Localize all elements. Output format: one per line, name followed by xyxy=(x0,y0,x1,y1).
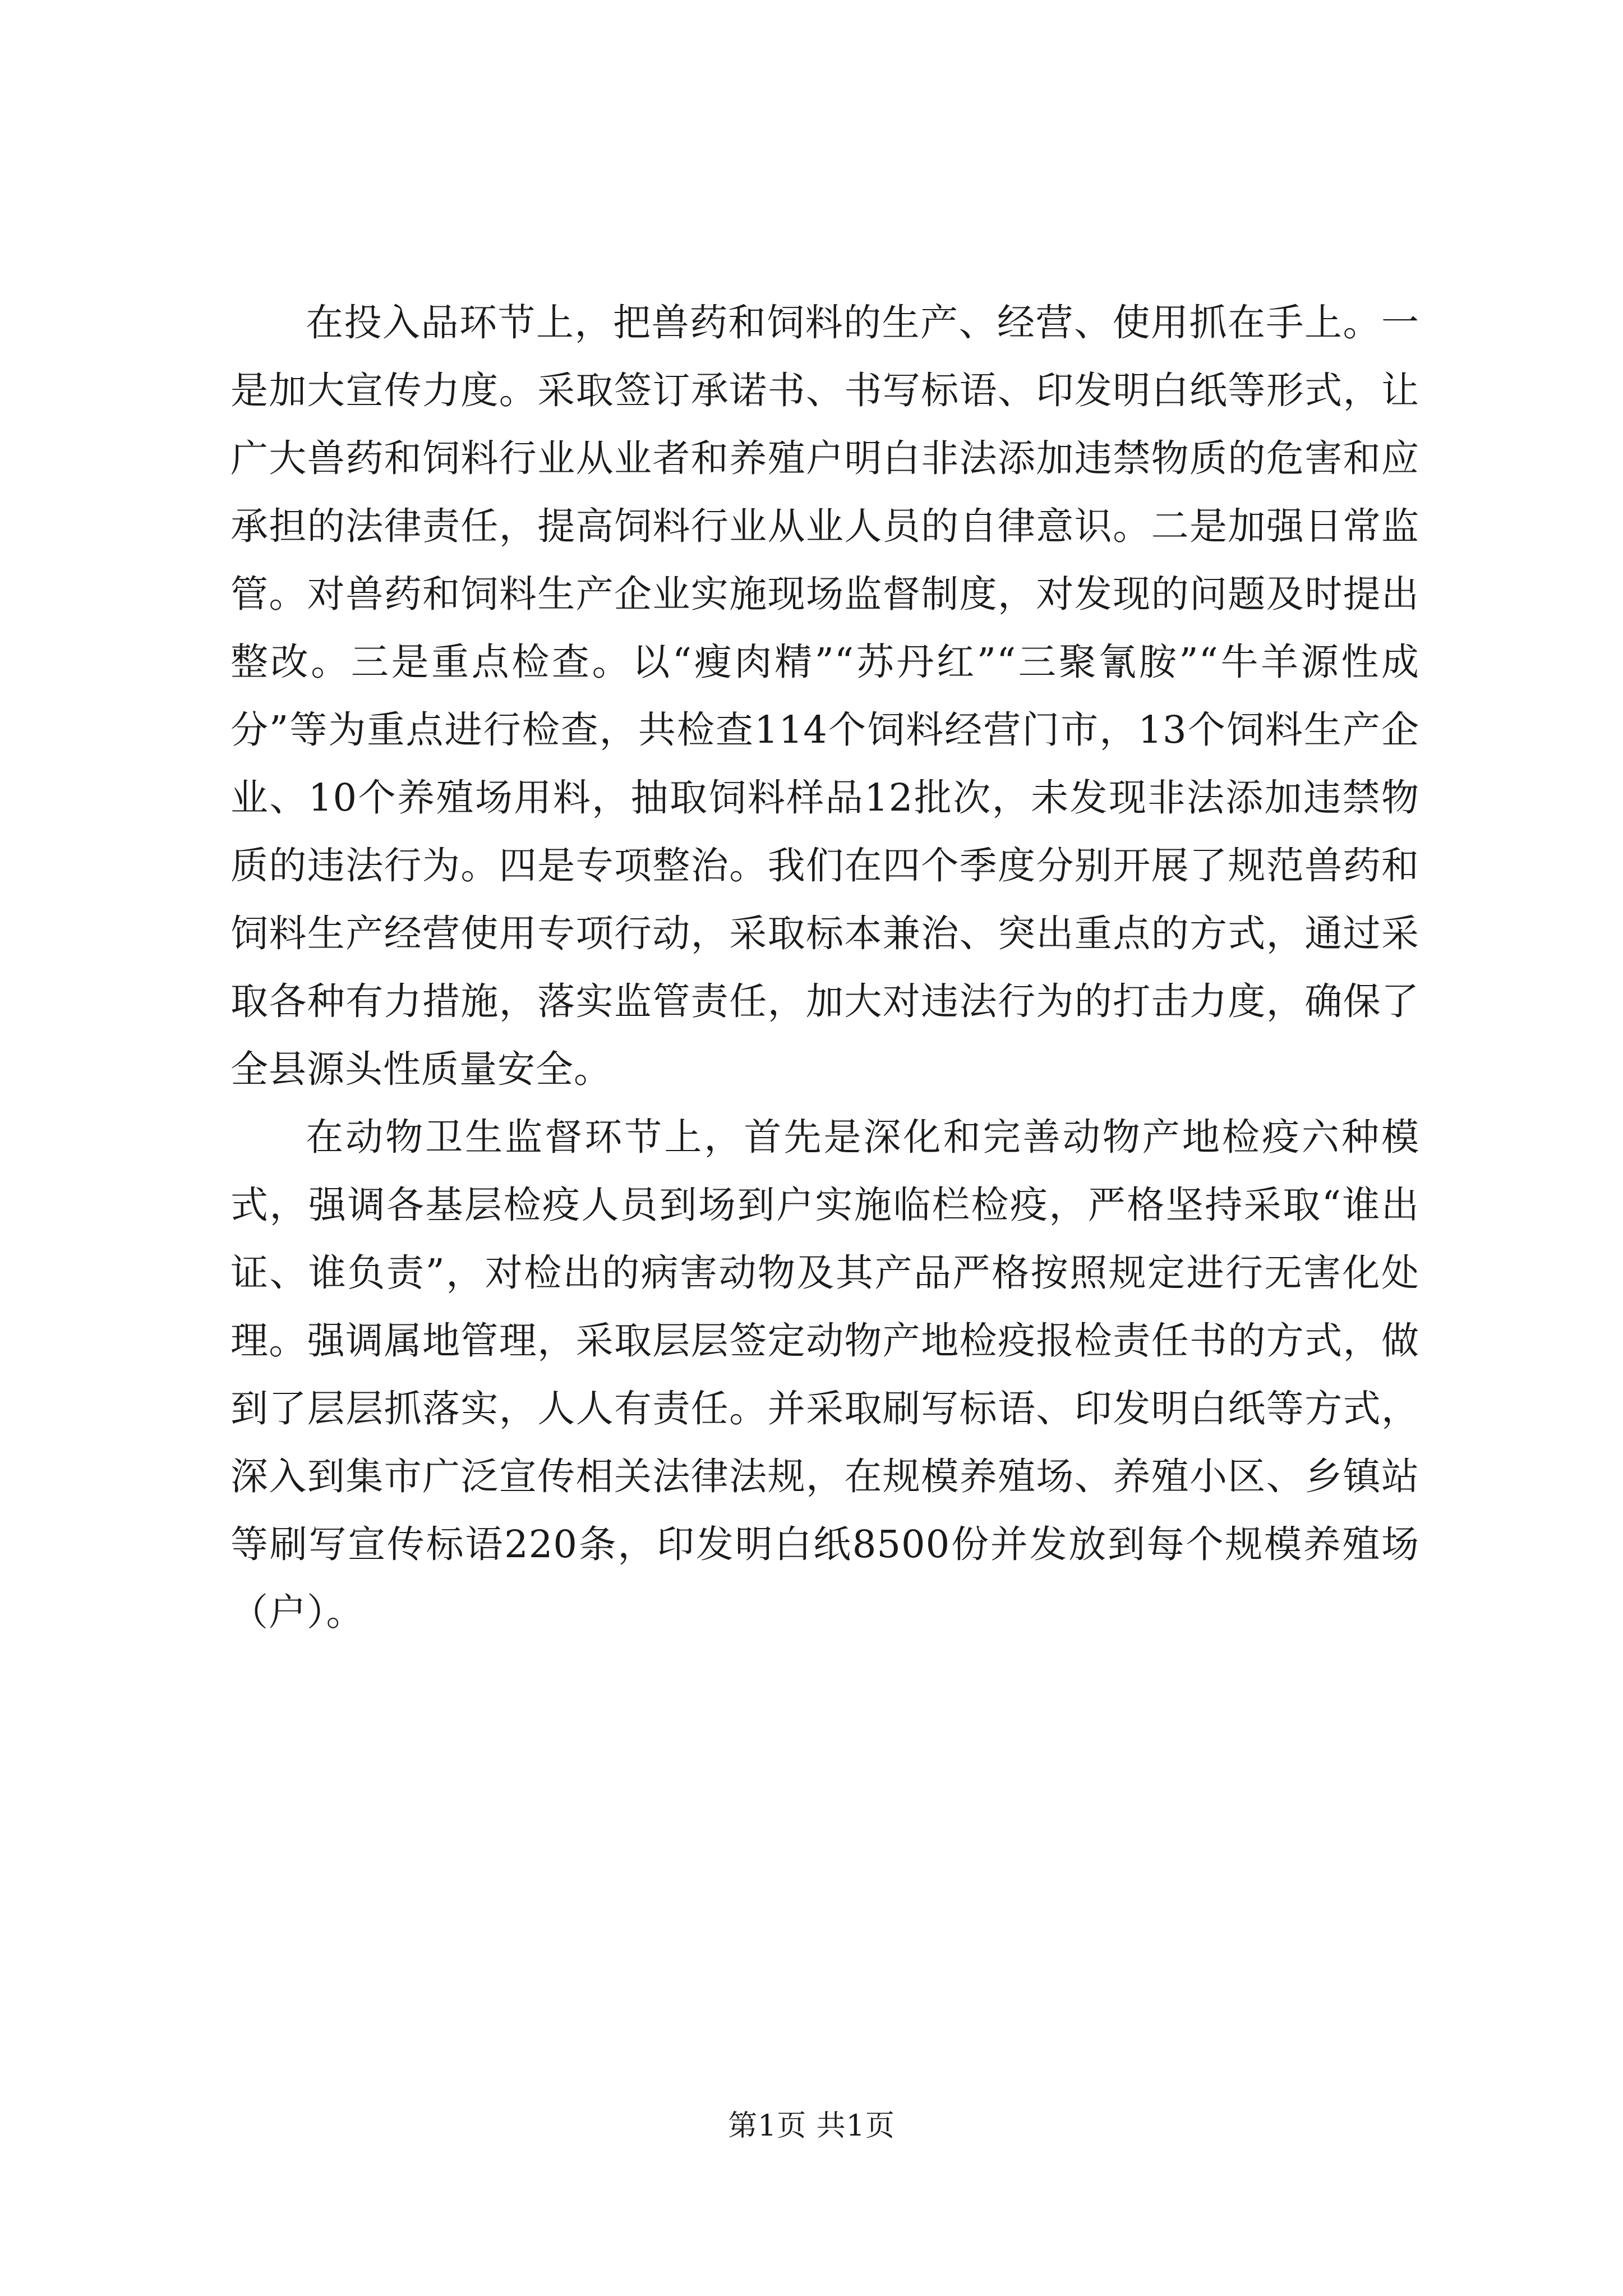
document-body xyxy=(230,289,1419,1646)
paragraph-animal-health-supervision: 在动物卫生监督环节上，首先是深化和完善动物产地检疫六种模式，强调各基层检疫人员到场到户实施临栏检疫，严格坚持采取“谁出证、谁负责”，对检出的病害动物及其产品严格按照规定进行无害化处理。强调属地管理，采取层层签定动物产地检疫报检责任书的方式，做到了层层抓落实，人人有责任。并采取刷写标语、印发明白纸等方式，深入到集市广泛宣传相关法律法规，在规模养殖场、养殖小区、乡镇站等刷写宣传标语220条，印发明白纸8500份并发放到每个规模养殖场（户）。 xyxy=(230,1115,1419,1634)
page-number-footer: 第1页 共1页 xyxy=(728,2109,895,2143)
paragraph-input-supervision: 在投入品环节上，把兽药和饲料的生产、经营、使用抓在手上。一是加大宣传力度。采取签订承诺书、书写标语、印发明白纸等形式，让广大兽药和饲料行业从业者和养殖户明白非法添加违禁物质的危害和应承担的法律责任，提高饲料行业从业人员的自律意识。二是加强日常监管。对兽药和饲料生产企业实施现场监督制度，对发现的问题及时提出整改。三是重点检查。以“瘦肉精”“苏丹红”“三聚氰胺”“牛羊源性成分”等为重点进行检查，共检查114个饲料经营门市，13个饲料生产企业、10个养殖场用料，抽取饲料样品12批次，未发现非法添加违禁物质的违法行为。四是专项整治。我们在四个季度分别开展了规范兽药和饲料生产经营使用专项行动，采取标本兼治、突出重点的方式，通过采取各种有力措施，落实监管责任，加大对违法行为的打击力度，确保了全县源头性质量安全。 xyxy=(230,301,1419,1091)
